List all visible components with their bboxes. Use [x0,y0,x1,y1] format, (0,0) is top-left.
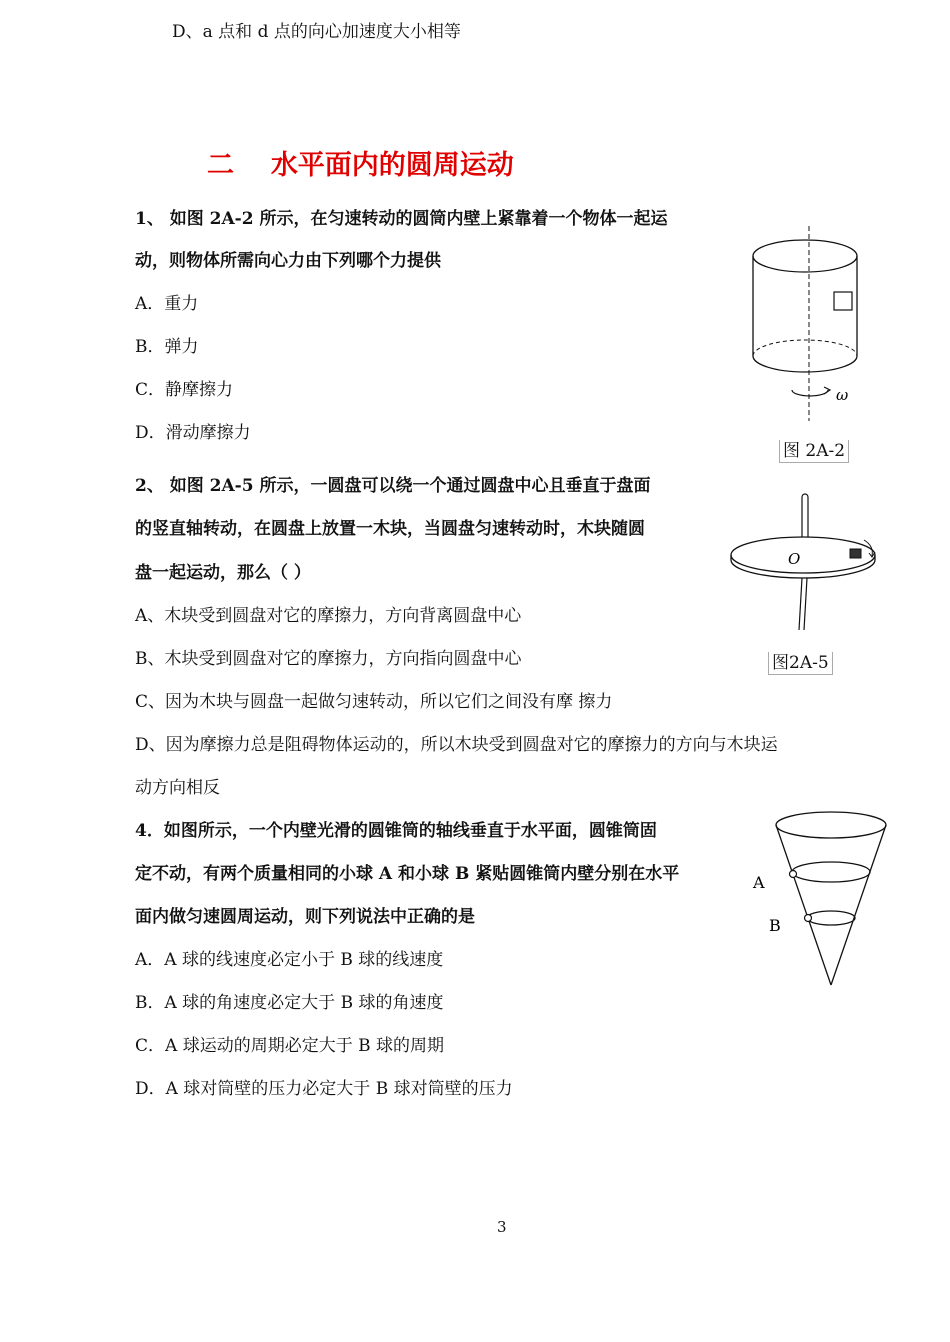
q2-option-d: D、因为摩擦力总是阻碍物体运动的，所以木块受到圆盘对它的摩擦力的方向与木块运 [135,735,778,755]
orbit-b [807,911,855,925]
cone-right-side [831,825,886,985]
q4-stem-line3: 面内做匀速圆周运动，则下列说法中正确的是 [135,907,475,927]
ball-a [790,871,797,878]
cone-top-rim [776,812,886,838]
ball-a-label: A [753,873,765,892]
section-title [207,143,514,182]
figure-2a-5-label: 图2A-5 [768,652,833,675]
rotation-arrow-head [824,387,830,394]
cylinder-bottom-front [753,356,857,372]
cylinder-figure [748,226,868,436]
q2-stem-line1: 2、 如图 2A-5 所示，一圆盘可以绕一个通过圆盘中心且垂直于盘面 [135,476,651,496]
q1-option-d: D．滑动摩擦力 [135,423,251,443]
omega-symbol: ω [836,386,849,404]
q2-option-c: C、因为木块与圆盘一起做匀速转动，所以它们之间没有摩 擦力 [135,692,613,712]
orbit-a [792,862,870,882]
cylinder-bottom-back [753,340,857,356]
section-title-text: 水平面内的圆周运动 [270,150,514,181]
disc-figure [728,490,878,635]
q4-stem-line1: 4．如图所示，一个内壁光滑的圆锥筒的轴线垂直于水平面，圆锥筒固 [135,821,657,841]
q4-option-d: D．A 球对筒壁的压力必定大于 B 球对筒壁的压力 [135,1079,513,1099]
object-block [834,292,852,310]
q1-stem-line1: 1、 如图 2A-2 所示，在匀速转动的圆筒内壁上紧靠着一个物体一起运 [135,209,668,229]
q2-option-d-continued: 动方向相反 [135,778,220,798]
q1-stem-line2: 动，则物体所需向心力由下列哪个力提供 [135,251,441,271]
axis-lower-right [804,578,807,630]
q4-option-b: B．A 球的角速度必定大于 B 球的角速度 [135,993,444,1013]
q2-stem-line3: 盘一起运动，那么（ ） [135,563,311,583]
ball-b [805,915,812,922]
wood-block [850,549,861,558]
q4-option-c: C．A 球运动的周期必定大于 B 球的周期 [135,1036,444,1056]
figure-2a-2-label: 图 2A-2 [779,440,849,463]
q2-stem-line2: 的竖直轴转动，在圆盘上放置一木块，当圆盘匀速转动时，木块随圆 [135,519,645,539]
q1-option-a: A．重力 [135,294,199,314]
q2-option-a: A、木块受到圆盘对它的摩擦力，方向背离圆盘中心 [135,606,522,626]
cylinder-top-ellipse [753,240,857,272]
page-number: 3 [497,1218,507,1236]
rotation-arrow [792,390,828,396]
q2-option-b: B、木块受到圆盘对它的摩擦力，方向指向圆盘中心 [135,649,522,669]
q1-option-b: B．弹力 [135,337,199,357]
center-label-o: O [788,550,801,568]
previous-question-option-d: D、a 点和 d 点的向心加速度大小相等 [172,22,461,42]
cone-figure [745,800,890,990]
cone-left-side [776,825,831,985]
q4-stem-line2: 定不动，有两个质量相同的小球 A 和小球 B 紧贴圆锥筒内壁分别在水平 [135,864,680,884]
q4-option-a: A．A 球的线速度必定小于 B 球的线速度 [135,950,444,970]
axis-lower-left [799,578,802,630]
section-number: 二 [207,150,234,181]
q1-option-c: C．静摩擦力 [135,380,234,400]
ball-b-label: B [769,916,781,935]
